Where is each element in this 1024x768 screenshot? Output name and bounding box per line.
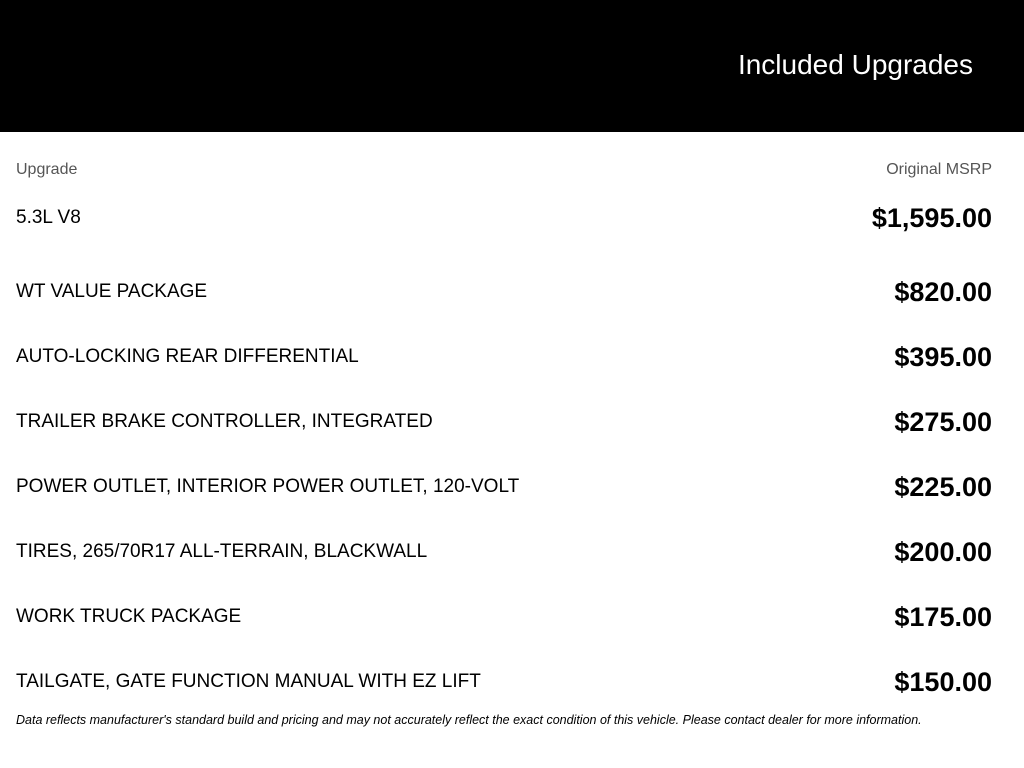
upgrade-name: WT VALUE PACKAGE — [16, 280, 208, 302]
upgrade-price: $275.00 — [894, 406, 992, 437]
upgrade-price: $150.00 — [894, 666, 992, 697]
upgrade-name: TIRES, 265/70R17 ALL-TERRAIN, BLACKWALL — [16, 540, 428, 562]
disclaimer-text: Data reflects manufacturer's standard build and pricing and may not accurately reflect the exact condition of this vehicle. Please contact dealer for more information. — [16, 713, 922, 727]
table-row — [16, 389, 992, 454]
table-row — [16, 649, 992, 714]
table-row — [16, 259, 992, 324]
table-row — [16, 194, 992, 242]
upgrade-name: 5.3L V8 — [16, 207, 81, 228]
upgrade-price: $1,595.00 — [871, 203, 992, 233]
column-header-upgrade: Upgrade — [16, 161, 78, 178]
page-title: Included Upgrades — [737, 49, 973, 80]
upgrade-rows — [16, 194, 992, 714]
header-bar — [0, 0, 1024, 132]
column-headers — [16, 158, 992, 182]
upgrade-price: $225.00 — [894, 471, 992, 502]
upgrade-name: WORK TRUCK PACKAGE — [16, 605, 242, 627]
upgrade-price: $820.00 — [894, 276, 992, 307]
table-row — [16, 324, 992, 389]
upgrade-name: POWER OUTLET, INTERIOR POWER OUTLET, 120-VOLT — [16, 475, 520, 497]
upgrade-price: $175.00 — [894, 601, 992, 632]
table-row — [16, 584, 992, 649]
upgrades-table — [16, 158, 992, 714]
column-header-msrp: Original MSRP — [886, 161, 992, 178]
upgrade-name: TRAILER BRAKE CONTROLLER, INTEGRATED — [16, 410, 433, 432]
upgrade-name: AUTO-LOCKING REAR DIFFERENTIAL — [16, 345, 359, 367]
table-row — [16, 454, 992, 519]
upgrade-price: $395.00 — [894, 341, 992, 372]
table-row — [16, 519, 992, 584]
upgrade-price: $200.00 — [894, 536, 992, 567]
upgrade-name: TAILGATE, GATE FUNCTION MANUAL WITH EZ LIFT — [16, 670, 481, 692]
